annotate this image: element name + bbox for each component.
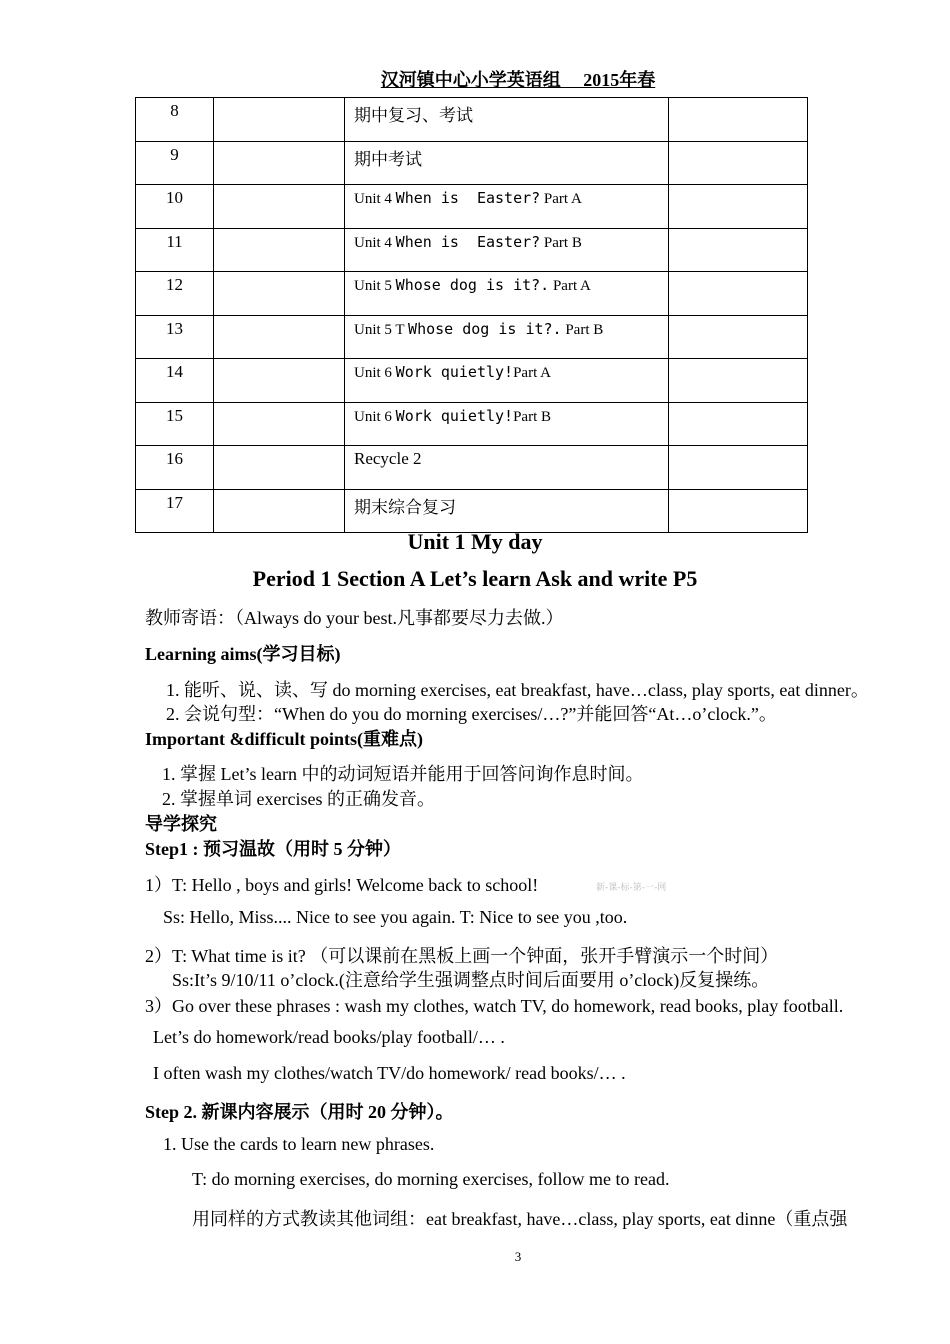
key-points-heading: Important &difficult points(重难点) (145, 729, 423, 749)
step1-line-6: Let’s do homework/read books/play football/… . (153, 1027, 505, 1047)
schedule-row (136, 272, 808, 316)
empty-cell (669, 446, 808, 490)
week-number-cell: 10 (136, 185, 214, 229)
lesson-part: Part A (549, 278, 591, 294)
schedule-row (136, 315, 808, 359)
empty-cell (669, 359, 808, 403)
unit-prefix: Unit 4 (354, 234, 396, 251)
empty-cell (669, 185, 808, 229)
lesson-title: Work quietly! (395, 363, 514, 381)
week-number-cell: 15 (136, 402, 214, 446)
lesson-content-cell: 期末综合复习 (345, 489, 669, 533)
schedule-row (136, 185, 808, 229)
empty-cell (214, 489, 345, 533)
empty-cell (669, 315, 808, 359)
lesson-title: Whose dog is it?. (408, 319, 562, 338)
lesson-part: Part B (561, 321, 604, 338)
step1-line-1: 1）T: Hello , boys and girls! Welcome back to school! (145, 875, 539, 895)
schedule-table (135, 97, 808, 533)
key-point-1: 1. 掌握 Let’s learn 中的动词短语并能用于回答问询作息时间。 (162, 764, 644, 784)
step1-heading: Step1 : 预习温故（用时 5 分钟） (145, 839, 401, 859)
lesson-title: When is Easter? (395, 189, 541, 207)
lesson-content-cell (345, 272, 669, 316)
step1-line-4: Ss:It’s 9/10/11 o’clock.(注意给学生强调整点时间后面要用 o’clock)反复操练。 (172, 970, 770, 990)
lesson-content-cell (345, 359, 669, 403)
empty-cell (669, 272, 808, 316)
empty-cell (214, 228, 345, 272)
unit-prefix: Unit 4 (354, 191, 396, 207)
teacher-motto: 教师寄语：（Always do your best.凡事都要尽力去做.） (145, 608, 564, 628)
schedule-row (136, 402, 808, 446)
page-header: 汉河镇中心小学英语组 2015年春 (380, 70, 656, 90)
empty-cell (669, 489, 808, 533)
schedule-row (136, 228, 808, 272)
aim-item-2: 2. 会说句型：“When do you do morning exercises/…?”并能回答“At…o’clock.”。 (166, 704, 777, 724)
watermark-text: 新-课-标-第-一-网 (596, 883, 667, 893)
lesson-part: Part B (513, 408, 551, 425)
schedule-row (136, 98, 808, 142)
step1-line-2: Ss: Hello, Miss.... Nice to see you again. T: Nice to see you ,too. (163, 907, 628, 927)
lesson-content-cell (345, 315, 669, 359)
empty-cell (669, 228, 808, 272)
schedule-row (136, 359, 808, 403)
week-number-cell: 8 (136, 98, 214, 142)
empty-cell (214, 402, 345, 446)
schedule-row (136, 446, 808, 490)
lesson-content-cell: Recycle 2 (345, 446, 669, 490)
lesson-content-cell (345, 228, 669, 272)
step2-line-3: 用同样的方式教读其他词组：eat breakfast, have…class, play sports, eat dinne（重点强 (192, 1209, 848, 1229)
empty-cell (669, 141, 808, 185)
lesson-title: When is Easter? (395, 232, 541, 251)
unit-prefix: Unit 6 (354, 408, 396, 425)
empty-cell (669, 98, 808, 142)
lesson-part: Part B (540, 234, 582, 251)
unit-prefix: Unit 5 T (354, 321, 409, 338)
week-number-cell: 9 (136, 141, 214, 185)
empty-cell (214, 185, 345, 229)
week-number-cell: 14 (136, 359, 214, 403)
week-number-cell: 12 (136, 272, 214, 316)
unit-prefix: Unit 6 (354, 365, 396, 381)
lesson-content-cell (345, 185, 669, 229)
unit-prefix: Unit 5 (354, 278, 396, 294)
guide-heading: 导学探究 (145, 814, 217, 834)
lesson-content-cell (345, 402, 669, 446)
empty-cell (214, 141, 345, 185)
step2-heading: Step 2. 新课内容展示（用时 20 分钟）。 (145, 1102, 454, 1122)
schedule-row (136, 141, 808, 185)
lesson-title: Whose dog is it?. (395, 276, 550, 294)
step1-line-5: 3）Go over these phrases : wash my clothes, watch TV, do homework, read books, play football. (145, 996, 844, 1016)
period-title: Period 1 Section A Let’s learn Ask and write P5 (252, 566, 698, 591)
lesson-content-cell: 期中复习、考试 (345, 98, 669, 142)
week-number-cell: 17 (136, 489, 214, 533)
empty-cell (214, 98, 345, 142)
empty-cell (214, 315, 345, 359)
step1-line-3: 2）T: What time is it? （可以课前在黑板上画一个钟面，张开手臂演示一个时间） (145, 946, 779, 966)
schedule-row (136, 489, 808, 533)
step1-line-7: I often wash my clothes/watch TV/do homework/ read books/… . (153, 1063, 626, 1083)
lesson-part: Part A (513, 365, 551, 381)
key-point-2: 2. 掌握单词 exercises 的正确发音。 (162, 789, 435, 809)
unit-title: Unit 1 My day (407, 529, 543, 554)
empty-cell (214, 359, 345, 403)
learning-aims-heading: Learning aims(学习目标) (145, 644, 341, 664)
week-number-cell: 16 (136, 446, 214, 490)
aim-item-1: 1. 能听、说、读、写 do morning exercises, eat breakfast, have…class, play sports, eat dinner。 (166, 680, 869, 700)
lesson-content-cell: 期中考试 (345, 141, 669, 185)
step2-line-2: T: do morning exercises, do morning exercises, follow me to read. (192, 1169, 670, 1189)
week-number-cell: 11 (136, 228, 214, 272)
week-number-cell: 13 (136, 315, 214, 359)
lesson-title: Work quietly! (395, 406, 514, 425)
empty-cell (214, 272, 345, 316)
page-number: 3 (514, 1249, 522, 1264)
lesson-part: Part A (540, 191, 582, 207)
empty-cell (214, 446, 345, 490)
step2-line-1: 1. Use the cards to learn new phrases. (163, 1134, 435, 1154)
empty-cell (669, 402, 808, 446)
